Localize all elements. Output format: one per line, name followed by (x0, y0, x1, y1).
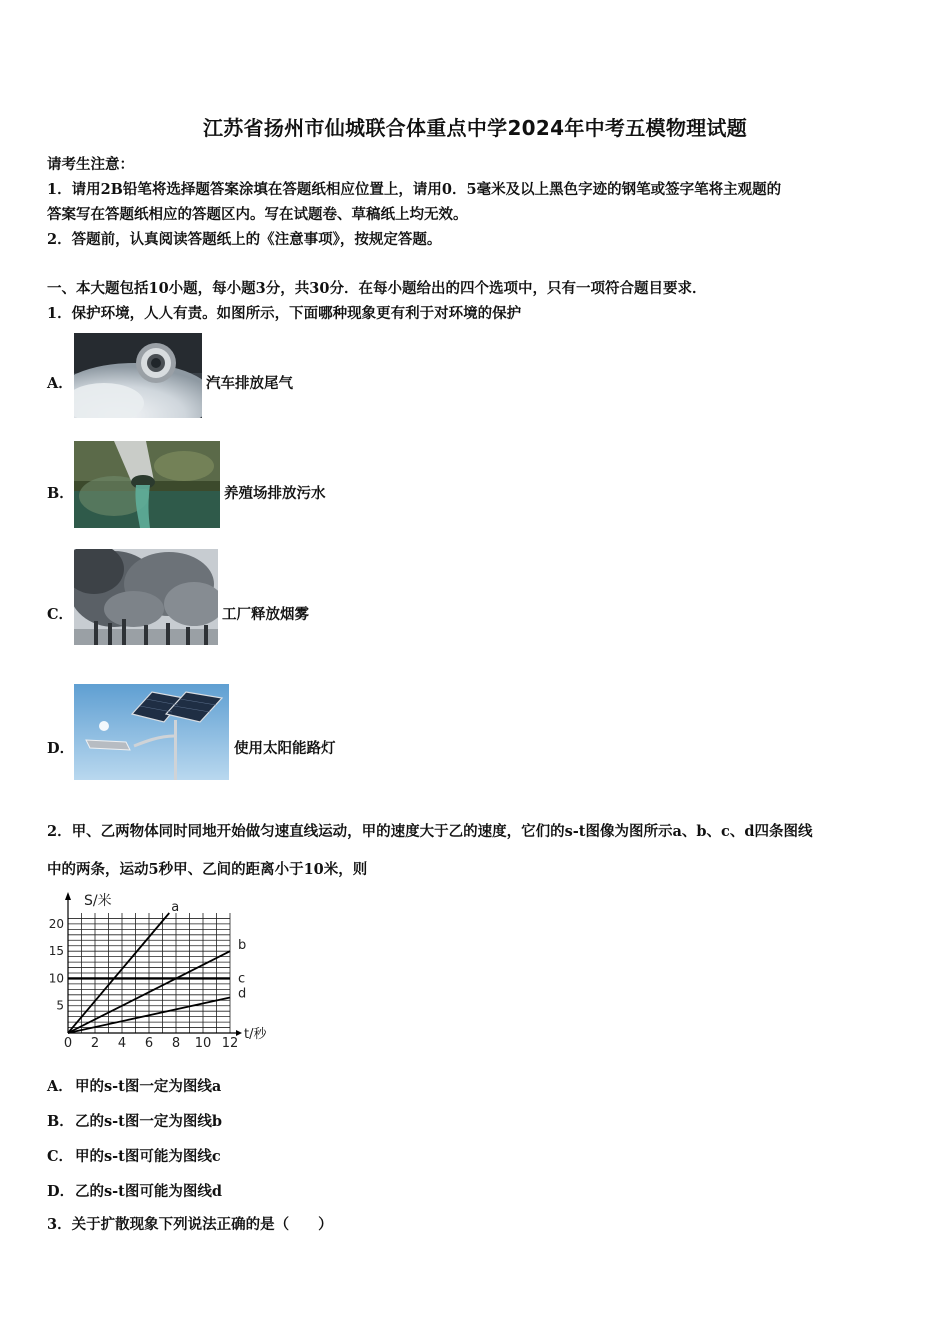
solar-streetlight-photo (74, 684, 229, 780)
q1-option-d-text: 使用太阳能路灯 (234, 740, 336, 757)
q1-option-b-label: B． (47, 485, 74, 502)
q2-option-a-label: A． (47, 1078, 73, 1095)
q1-option-c-text: 工厂释放烟雾 (222, 606, 309, 623)
x-tick-label: 8 (171, 1036, 181, 1051)
page-title: 江苏省扬州市仙城联合体重点中学2024年中考五模物理试题 (202, 116, 748, 140)
q1-stem: 1．保护环境，人人有责。如图所示，下面哪种现象更有利于对环境的保护 (47, 305, 522, 322)
q2-option-b-label: B． (47, 1113, 74, 1130)
sewage-pipe-photo (74, 441, 220, 528)
q2-stem-line-2: 中的两条，运动5秒甲、乙间的距离小于10米，则 (47, 861, 368, 878)
series-label-c: c (238, 971, 246, 987)
y-axis-arrow (65, 892, 71, 900)
q2-stem-line-1: 2．甲、乙两物体同时同地开始做匀速直线运动，甲的速度大于乙的速度，它们的s-t图像为图所示a、b、c、d四条图线 (47, 823, 813, 840)
q2-option-c-text: 甲的s-t图可能为图线c (75, 1148, 221, 1165)
q2-option-b-text: 乙的s-t图一定为图线b (75, 1113, 223, 1130)
x-tick-label: 10 (194, 1036, 212, 1051)
y-tick-label: 5 (56, 998, 64, 1013)
q1-option-b-text: 养殖场排放污水 (224, 485, 326, 502)
series-label-b: b (238, 938, 247, 954)
series-label-d: d (238, 986, 247, 1002)
x-tick-label: 12 (221, 1036, 239, 1051)
q2-option-a-text: 甲的s-t图一定为图线a (75, 1078, 222, 1095)
x-tick-label: 6 (144, 1036, 154, 1051)
q1-option-a-text: 汽车排放尾气 (206, 375, 293, 392)
notice-item-2: 2．答题前，认真阅读答题纸上的《注意事项》，按规定答题。 (47, 231, 442, 248)
y-tick-label: 10 (48, 971, 64, 986)
x-tick-label: 0 (63, 1036, 73, 1051)
x-axis-label: t/秒 (244, 1027, 267, 1042)
s-t-chart (46, 888, 286, 1053)
x-tick-label: 4 (117, 1036, 127, 1051)
q1-option-c-label: C． (47, 606, 74, 623)
car-exhaust-photo (74, 333, 202, 418)
y-tick-label: 15 (48, 944, 64, 959)
q2-option-c-label: C． (47, 1148, 74, 1165)
q3-stem: 3．关于扩散现象下列说法正确的是（ ） (47, 1216, 333, 1233)
notice-item-1-line-1: 1．请用2B铅笔将选择题答案涂填在答题纸相应位置上，请用0．5毫米及以上黑色字迹的钢笔或签字笔将主观题的 (47, 181, 782, 198)
section-1-heading: 一、本大题包括10小题，每小题3分，共30分．在每小题给出的四个选项中，只有一项符合题目要求． (47, 280, 707, 297)
q2-option-d-text: 乙的s-t图可能为图线d (75, 1183, 223, 1200)
q1-option-a-label: A． (47, 375, 73, 392)
y-axis-label: S/米 (84, 893, 112, 909)
q2-option-d-label: D． (47, 1183, 75, 1200)
y-tick-label: 20 (48, 916, 64, 931)
notice-item-1-line-2: 答案写在答题纸相应的答题区内。写在试题卷、草稿纸上均无效。 (47, 206, 468, 223)
factory-smoke-photo (74, 549, 218, 645)
q1-option-d-label: D． (47, 740, 75, 757)
x-tick-label: 2 (90, 1036, 100, 1051)
notice-heading: 请考生注意： (47, 156, 134, 173)
series-label-a: a (171, 900, 180, 915)
